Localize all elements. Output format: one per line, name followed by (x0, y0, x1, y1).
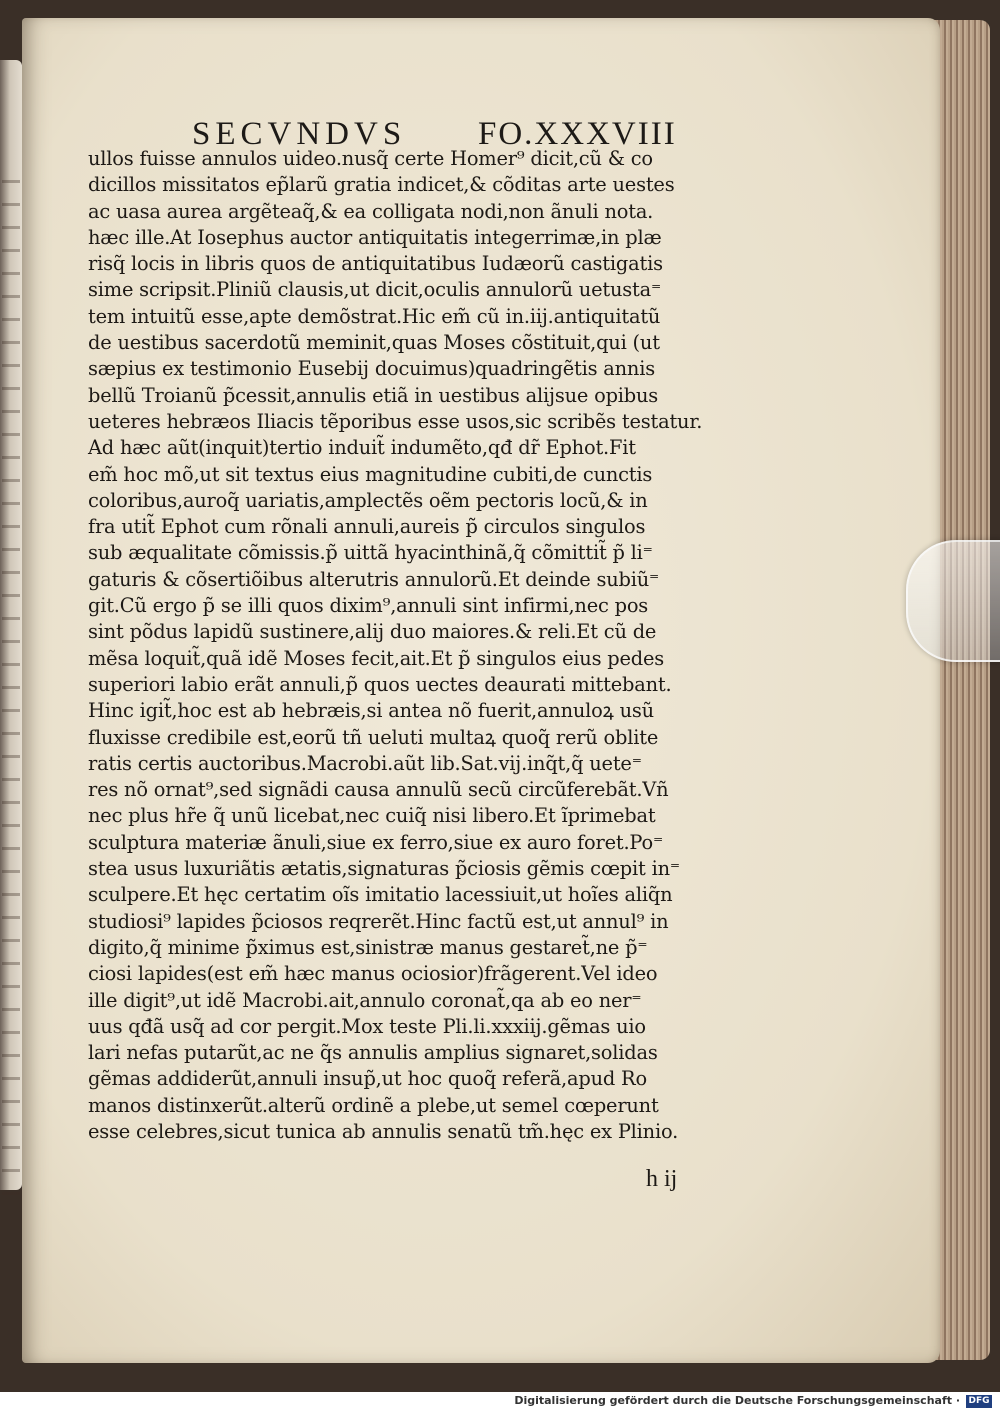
text-line: mẽsa loquit̃,quã idẽ Moses fecit,ait.Et p̃ singulos eius pedes (88, 646, 665, 670)
text-line: uus qđã usq̃ ad cor pergit.Mox teste Pli.li.xxxiij.gẽmas uio (88, 1014, 646, 1038)
text-line: risq̃ locis in libris quos de antiquitatibus Iudæorũ castigatis (88, 252, 663, 276)
text-line: sime scripsit.Pliniũ clausis,ut dicit,oculis annulorũ uetusta⁼ (88, 278, 661, 302)
page-holder-clip (906, 540, 1000, 662)
text-line: sint põdus lapidũ sustinere,alij duo maiores.& reli.Et cũ de (88, 620, 657, 644)
text-line: stea usus luxuriãtis ætatis,signaturas p̃ciosis gẽmis cœpit in⁼ (88, 857, 680, 881)
text-line: git.Cũ ergo p̃ se illi quos dixim⁹,annuli sint infirmi,nec pos (88, 594, 649, 618)
footer-credit: Digitalisierung gefördert durch die Deutsche Forschungsgemeinschaft · (514, 1394, 960, 1407)
left-page-edge (0, 60, 22, 1190)
text-line: de uestibus sacerdotũ meminit,quas Moses cõstituit,qui (ut (88, 331, 660, 355)
text-line: ratis certis auctoribus.Macrobi.aũt lib.Sat.vij.inq̃t,q̃ uete⁼ (88, 751, 642, 775)
footer-bar (0, 1392, 1000, 1412)
text-line: tem intuitũ esse,apte demõstrat.Hic em̃ cũ in.iij.antiquitatũ (88, 304, 661, 328)
text-line: hæc ille.At Iosephus auctor antiquitatis integerrimæ,in plæ (88, 225, 662, 249)
text-line: ac uasa aurea argẽteaq̃,& ea colligata nodi,non ãnuli nota. (88, 199, 654, 223)
text-line: ciosi lapides(est em̃ hæc manus ociosior)frãgerent.Vel ideo (88, 962, 658, 986)
text-line: Hinc igit̃,hoc est ab hebræis,si antea nõ fuerit,annuloꝝ usũ (88, 699, 654, 723)
left-page-text-fragment (2, 180, 20, 1200)
text-line: sæpius ex testimonio Eusebij docuimus)quadringẽtis annis (88, 357, 655, 381)
text-line: ueteres hebræos Iliacis tẽporibus esse usos,sic scribẽs testatur. (88, 409, 703, 433)
text-line: res nõ ornat⁹,sed signãdi causa annulũ secũ circũferebãt.Vñ (88, 778, 669, 802)
text-line: manos distinxerũt.alterũ ordinẽ a plebe,ut semel cœperunt (88, 1093, 659, 1117)
text-line: fluxisse credibile est,eorũ tñ ueluti multaꝝ quoq̃ rerũ oblite (88, 725, 659, 749)
text-line: gaturis & cõsertiõibus alterutris annulorũ.Et deinde subiũ⁼ (88, 567, 660, 591)
text-line: Ad hæc aũt(inquit)tertio induit̃ indumẽto,qđ dr̃ Ephot.Fit (88, 436, 636, 460)
folio-number: FO.XXXVIII (478, 116, 677, 152)
text-line: em̃ hoc mõ,ut sit textus eius magnitudine cubiti,de cunctis (88, 462, 653, 486)
text-line: gẽmas addiderũt,annuli insup̃,ut hoc quoq̃ referã,apud Ro (88, 1067, 647, 1091)
text-line: lari nefas putarũt,ac ne q̃s annulis amplius signaret,solidas (88, 1041, 658, 1065)
dfg-logo: DFG (966, 1395, 992, 1408)
text-line: dicillos missitatos ep̃larũ gratia indicet,& cõditas arte uestes (88, 173, 675, 197)
running-head: SECVNDVS (192, 116, 407, 152)
text-line: sub æqualitate cõmissis.p̃ uittã hyacinthinã,q̃ cõmittit̃ p̃ li⁼ (88, 541, 653, 565)
text-line: fra utit̃ Ephot cum rõnali annuli,aureis p̃ circulos singulos (88, 515, 646, 539)
text-line: coloribus,auroq̃ uariatis,amplectẽs oẽm pectoris locũ,& in (88, 488, 648, 512)
text-line: ille digit⁹,ut idẽ Macrobi.ait,annulo coronat̃,qa ab eo ner⁼ (88, 988, 642, 1012)
text-line: superiori labio erãt annuli,p̃ quos uectes deaurati mittebant. (88, 672, 672, 696)
text-line: sculptura materiæ ãnuli,siue ex ferro,siue ex auro foret.Po⁼ (88, 830, 663, 854)
body-text (88, 146, 758, 1145)
text-line: digito,q̃ minime p̃ximus est,sinistræ manus gestaret̃,ne p̃⁼ (88, 935, 648, 959)
text-line: ullos fuisse annulos uideo.nusq̃ certe Homer⁹ dicit,cũ & co (88, 147, 653, 170)
text-line: esse celebres,sicut tunica ab annulis senatũ tm̃.hęc ex Plinio. (88, 1119, 679, 1143)
text-line: bellũ Troianũ p̃cessit,annulis etiã in uestibus alijsue opibus (88, 383, 659, 407)
text-line: studiosi⁹ lapides p̃ciosos reqrerẽt.Hinc factũ est,ut annul⁹ in (88, 909, 669, 933)
text-line: nec plus hr̃e q̃ unũ licebat,nec cuiq̃ nisi libero.Et ĩprimebat (88, 804, 656, 828)
text-line: sculpere.Et hęc certatim oĩs imitatio lacessiuit,ut hoĩes aliq̃n (88, 883, 673, 907)
signature-mark: h ij (646, 1166, 678, 1192)
